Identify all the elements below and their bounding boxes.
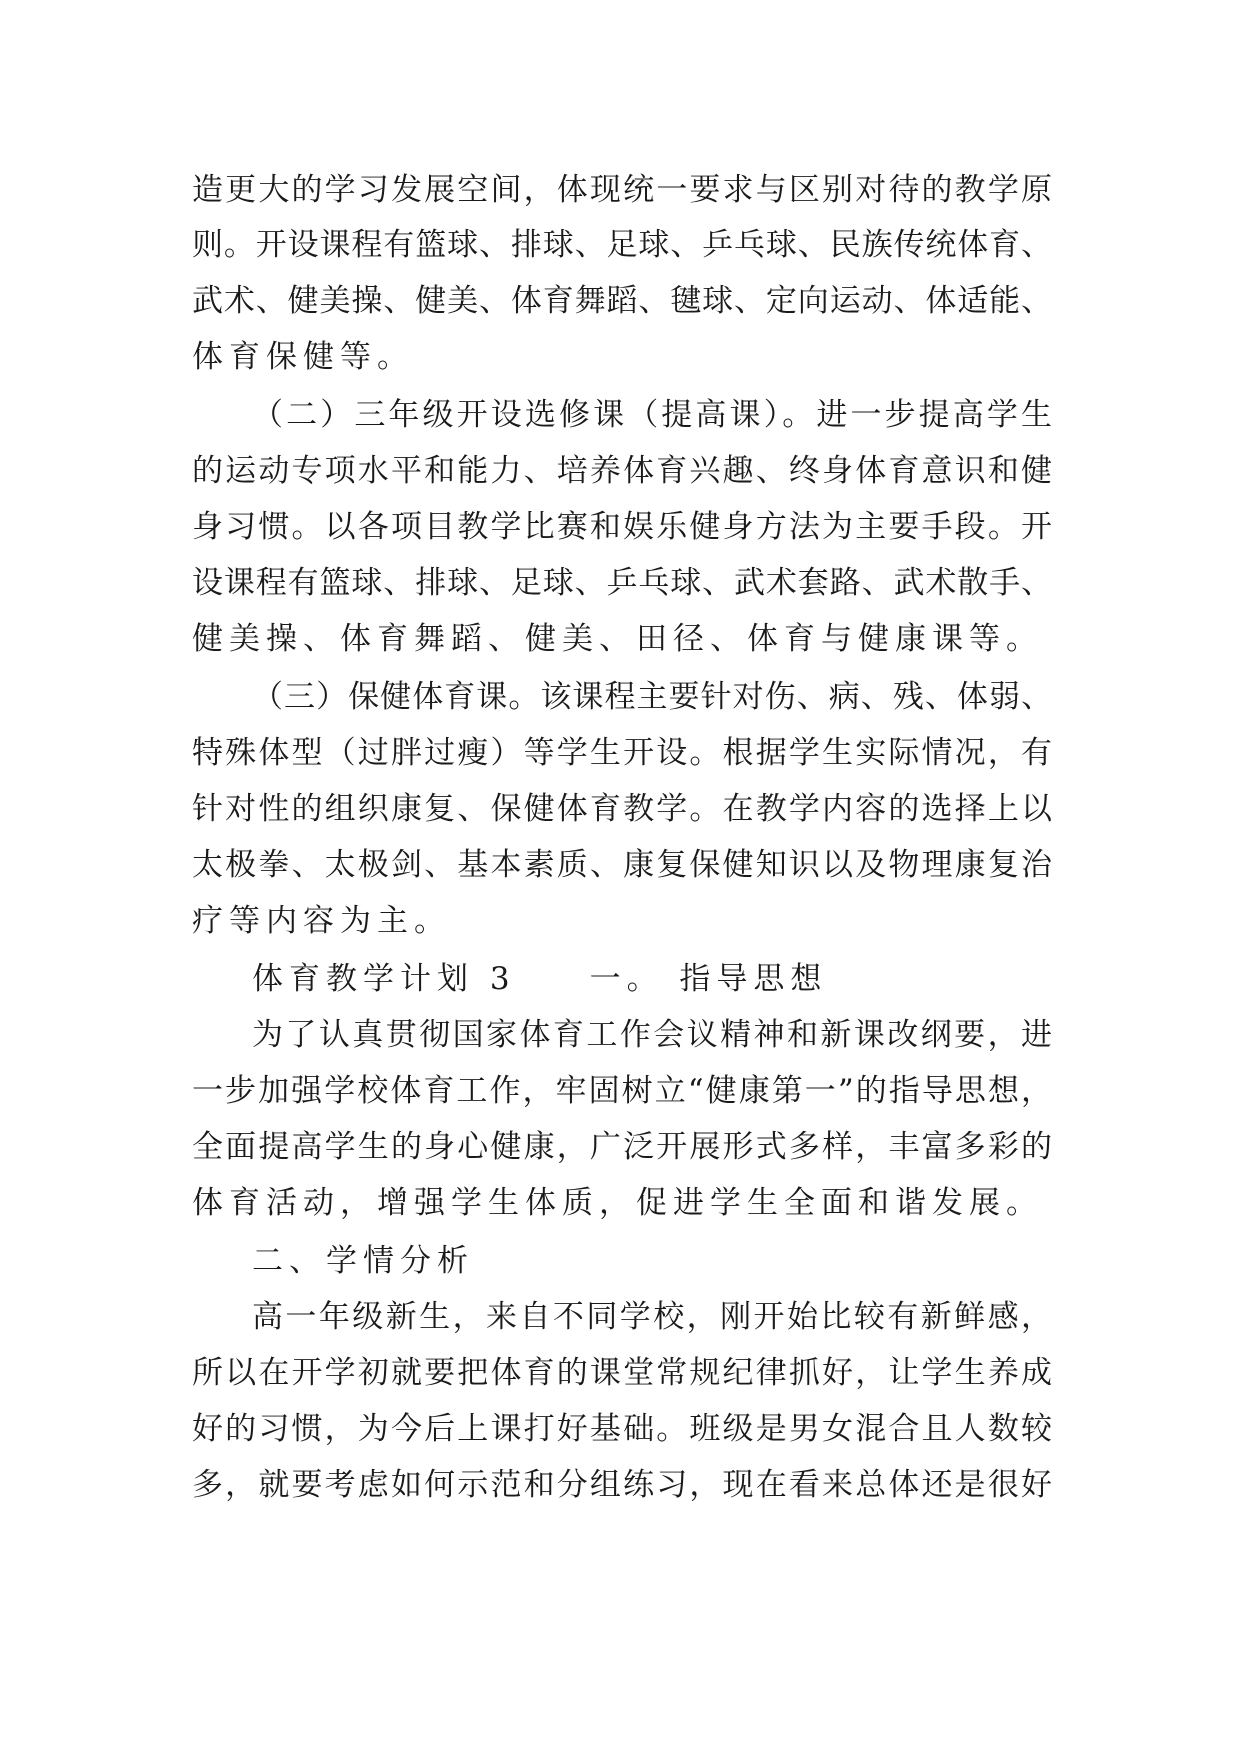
text-line: 为了认真贯彻国家体育工作会议精神和新课改纲要，进 xyxy=(252,1017,1052,1053)
text-line: 针对性的组织康复、保健体育教学。在教学内容的选择上以 xyxy=(192,791,1052,827)
text-line: 特殊体型（过胖过瘦）等学生开设。根据学生实际情况，有 xyxy=(192,735,1052,771)
text-line: （二）三年级开设选修课（提高课）。进一步提高学生 xyxy=(252,397,1052,433)
text-line: 体育保健等。 xyxy=(192,339,414,375)
section-heading: 二、学情分析 xyxy=(252,1243,474,1279)
text-line: （三）保健体育课。该课程主要针对伤、病、残、体弱、 xyxy=(252,679,1052,715)
text-line: 健美操、体育舞蹈、健美、田径、体育与健康课等。 xyxy=(192,621,1043,657)
text-line: 设课程有篮球、排球、足球、乒乓球、武术套路、武术散手、 xyxy=(192,565,1052,601)
text-line: 造更大的学习发展空间，体现统一要求与区别对待的教学原 xyxy=(192,172,1052,208)
text-line: 身习惯。以各项目教学比赛和娱乐健身方法为主要手段。开 xyxy=(192,509,1052,545)
text-line: 一步加强学校体育工作，牢固树立“健康第一”的指导思想， xyxy=(192,1073,1052,1109)
text-line: 高一年级新生，来自不同学校，刚开始比较有新鲜感， xyxy=(252,1299,1052,1335)
text-line: 好的习惯，为今后上课打好基础。班级是男女混合且人数较 xyxy=(192,1411,1052,1447)
text-line: 体育活动，增强学生体质，促进学生全面和谐发展。 xyxy=(192,1185,1043,1221)
text-line: 所以在开学初就要把体育的课堂常规纪律抓好，让学生养成 xyxy=(192,1355,1052,1391)
text-line: 全面提高学生的身心健康，广泛开展形式多样，丰富多彩的 xyxy=(192,1129,1052,1165)
text-line: 武术、健美操、健美、体育舞蹈、毽球、定向运动、体适能、 xyxy=(192,283,1052,319)
text-line: 太极拳、太极剑、基本素质、康复保健知识以及物理康复治 xyxy=(192,847,1052,883)
text-line: 的运动专项水平和能力、培养体育兴趣、终身体育意识和健 xyxy=(192,453,1052,489)
text-line: 疗等内容为主。 xyxy=(192,903,451,939)
text-line: 则。开设课程有篮球、排球、足球、乒乓球、民族传统体育、 xyxy=(192,227,1052,263)
text-line: 多，就要考虑如何示范和分组练习，现在看来总体还是很好 xyxy=(192,1467,1052,1503)
section-heading: 体育教学计划 3 一。 指导思想 xyxy=(252,961,828,997)
